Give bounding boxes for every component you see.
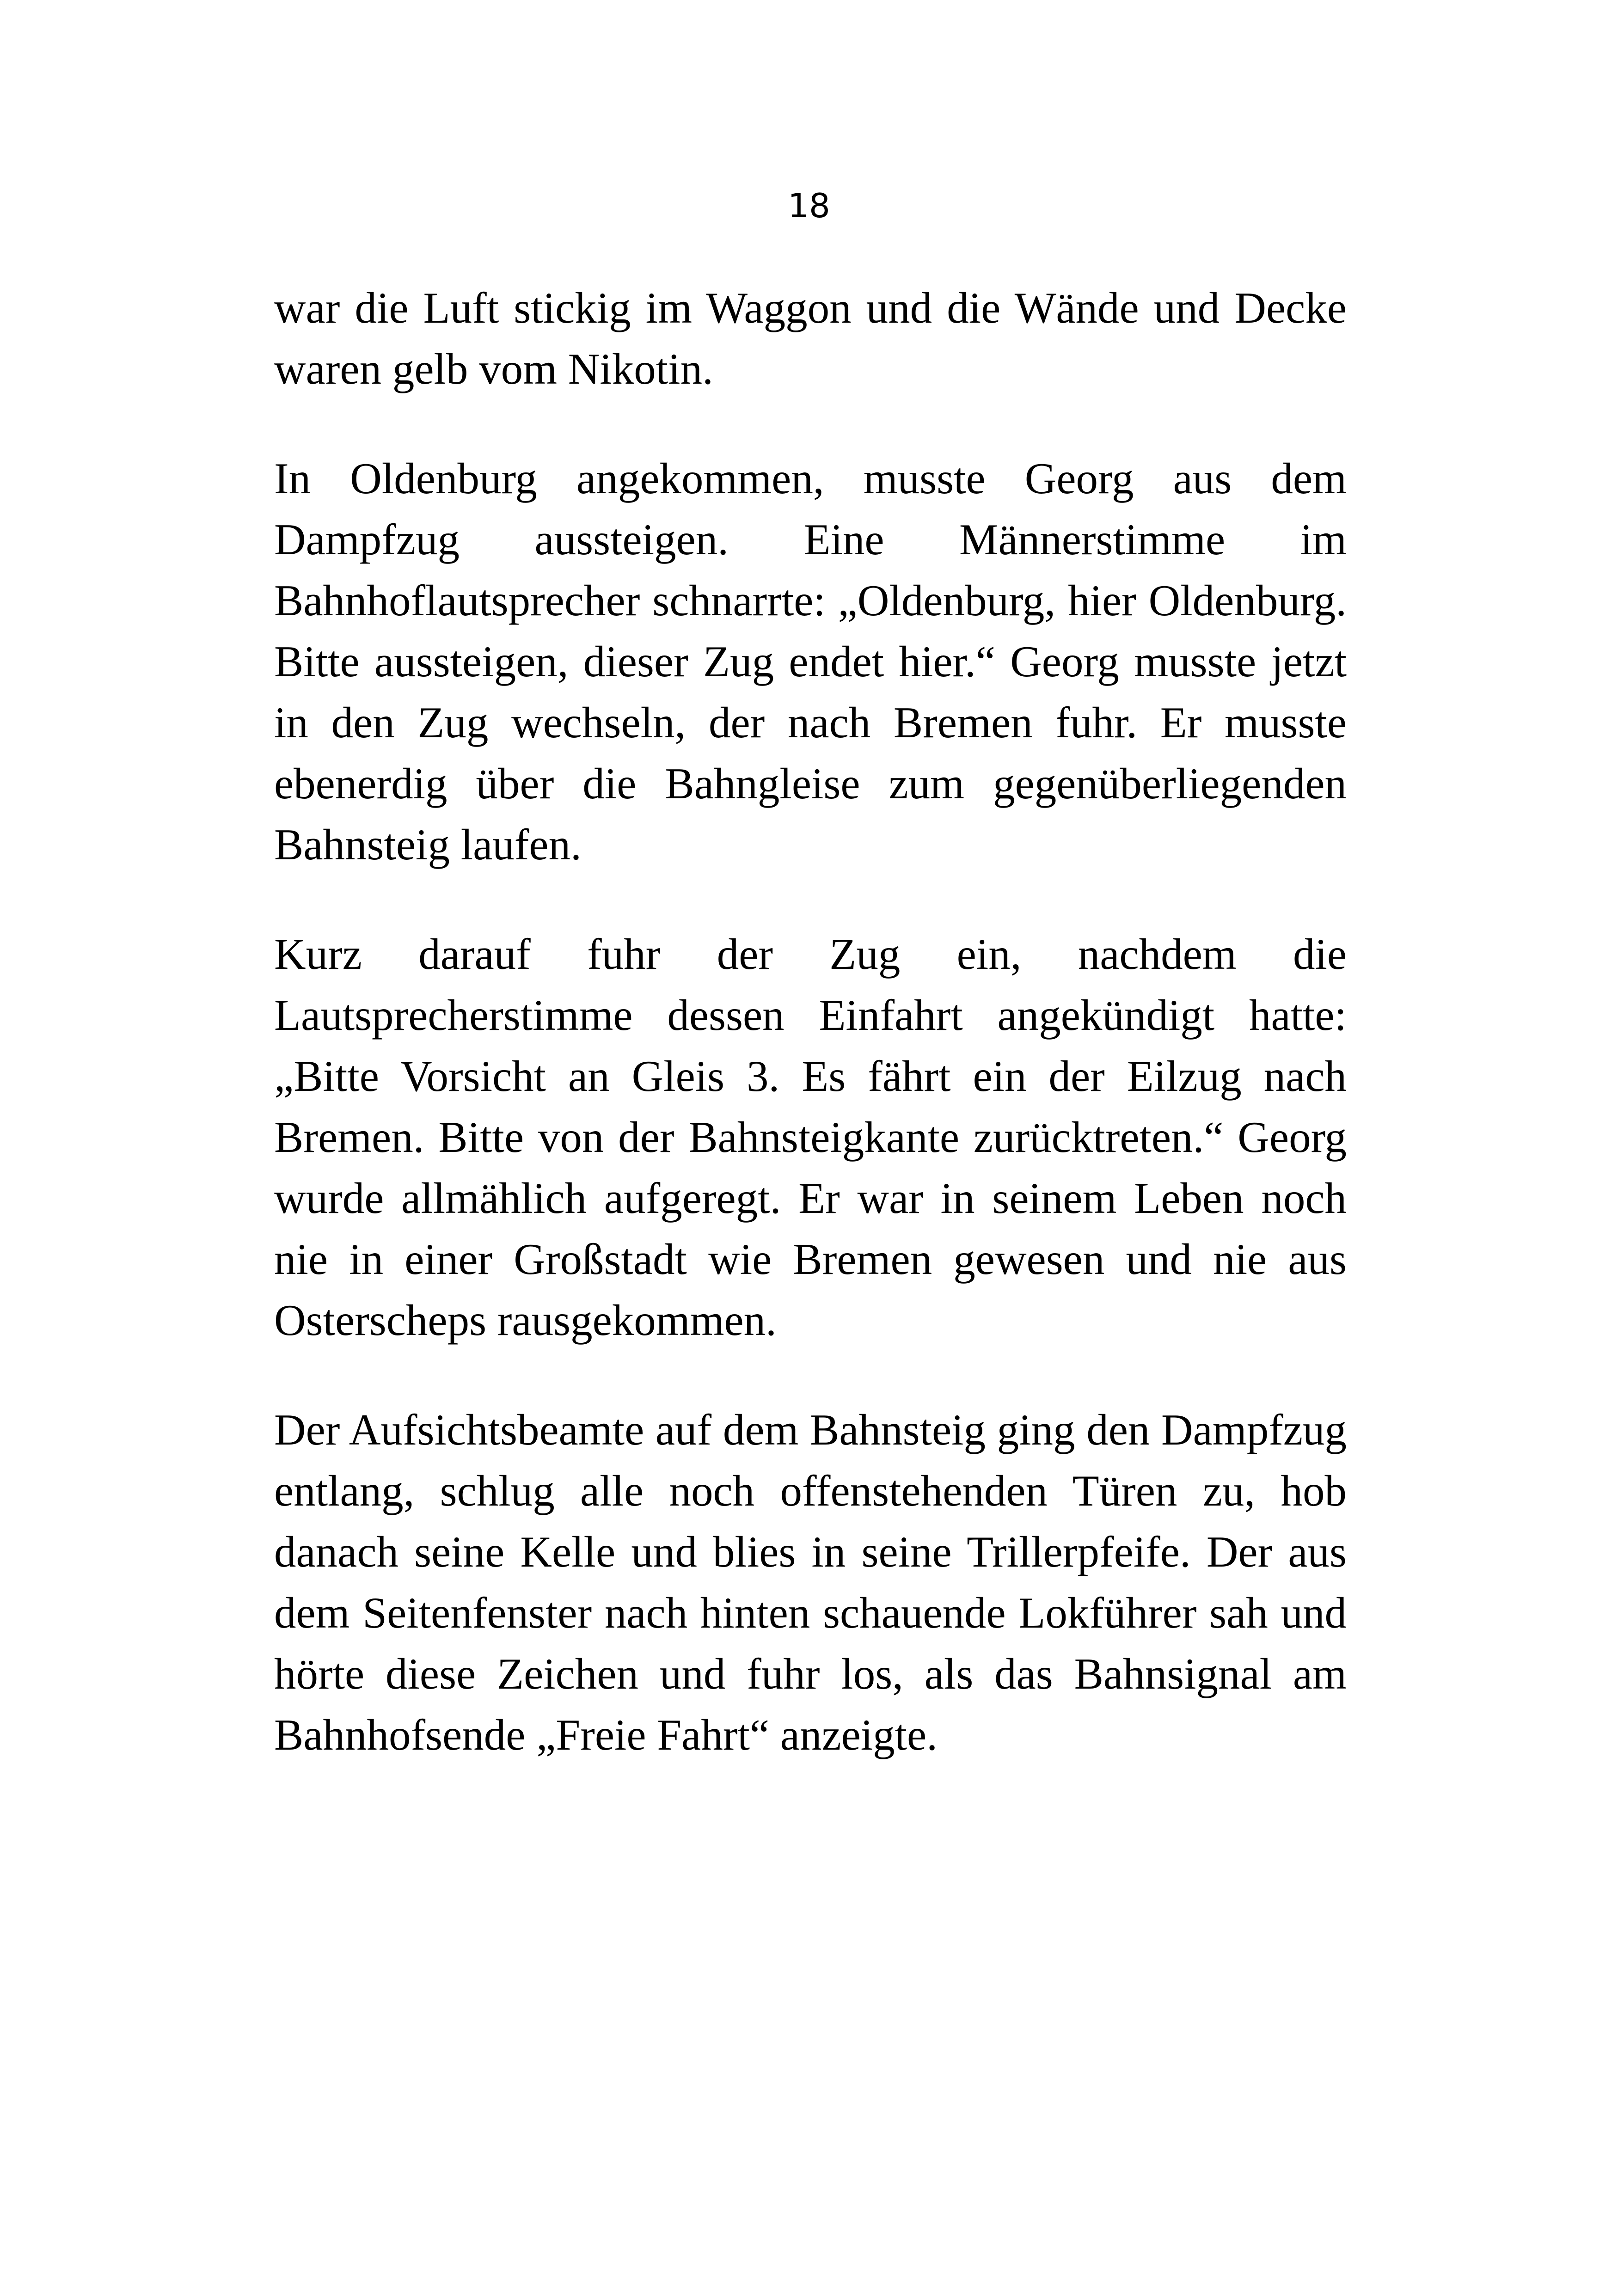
body-text xyxy=(274,277,1347,1814)
paragraph-1: war die Luft stickig im Waggon und die Wände und Decke waren gelb vom Nikotin. xyxy=(274,283,1347,393)
paragraph-4: Der Aufsichtsbeamte auf dem Bahnsteig ging den Dampfzug entlang, schlug alle noch offenstehenden Türen zu, hob danach seine Kelle und blies in seine Trillerpfeife. Der aus dem Seitenfenster nach hinten schauende Lokführer sah und hörte diese Zeichen und fuhr los, als das Bahnsignal am Bahnhofsende „Freie Fahrt“ anzeigte. xyxy=(274,1405,1347,1759)
paragraph-2: In Oldenburg angekommen, musste Georg aus dem Dampfzug aussteigen. Eine Männerstimme im Bahnhoflautsprecher schnarrte: „Oldenburg, hier Oldenburg. Bitte aussteigen, dieser Zug endet hier.“ Georg musste jetzt in den Zug wechseln, der nach Bremen fuhr. Er musste ebenerdig über die Bahngleise zum gegenüberliegenden Bahnsteig laufen. xyxy=(274,454,1347,869)
page-number: 18 xyxy=(788,186,830,225)
paragraph-3: Kurz darauf fuhr der Zug ein, nachdem die Lautsprecherstimme dessen Einfahrt angekündigt hatte: „Bitte Vorsicht an Gleis 3. Es fährt ein der Eilzug nach Bremen. Bitte von der Bahnsteigkante zurücktreten.“ Georg wurde allmählich aufgeregt. Er war in seinem Leben noch nie in einer Großstadt wie Bremen gewesen und nie aus Osterscheps rausgekommen. xyxy=(274,930,1347,1345)
